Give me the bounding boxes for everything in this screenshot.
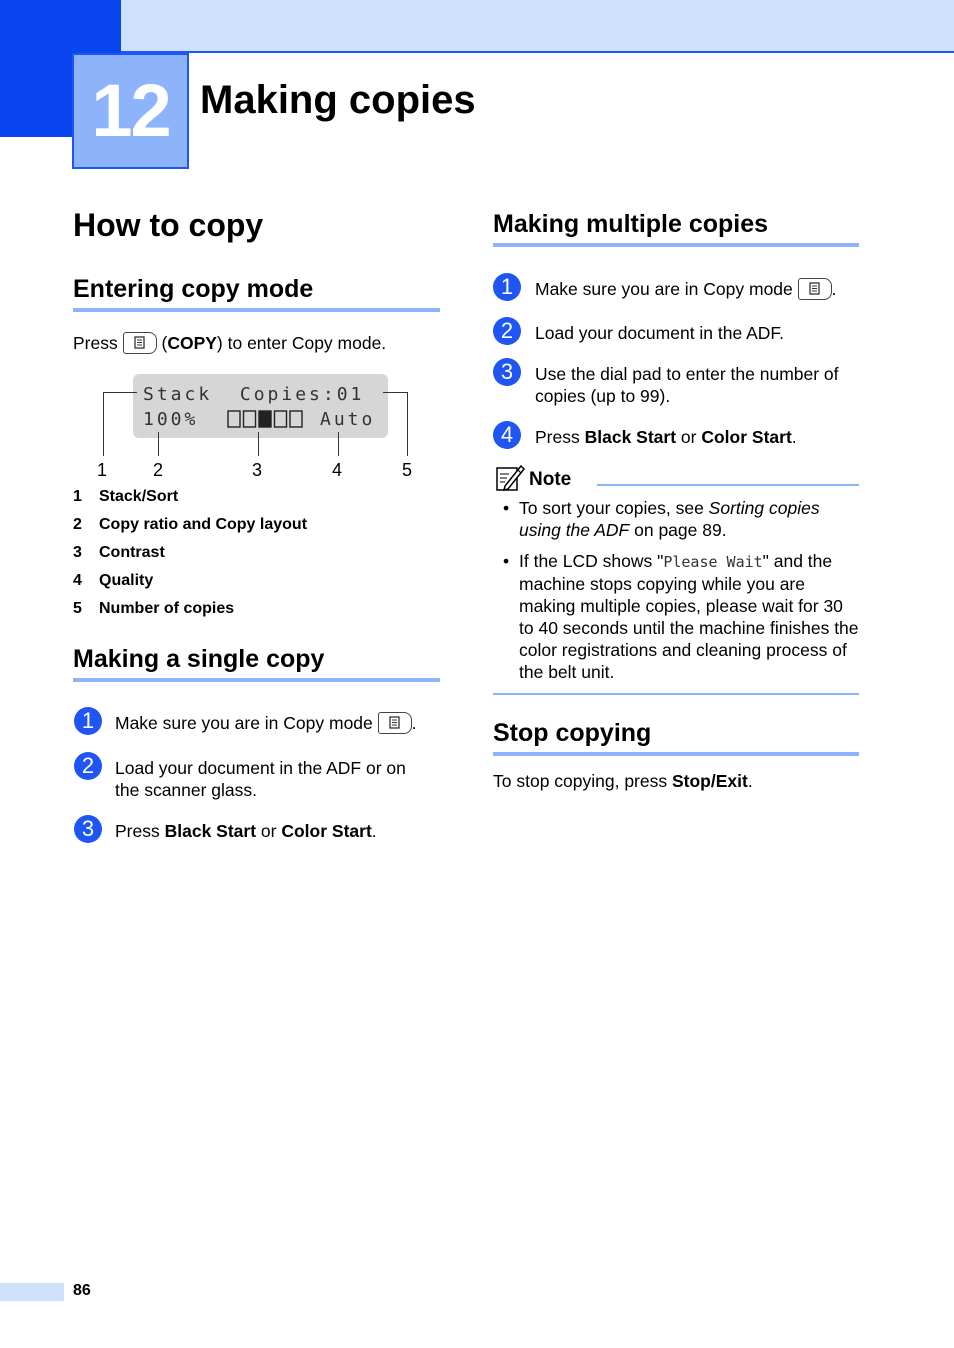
legend-item: 4: [73, 572, 82, 589]
chapter-number: 12: [72, 53, 189, 169]
heading-rule: [493, 752, 859, 756]
copy-key-icon: [378, 712, 412, 734]
lcd-line-1: Stack Copies:01: [143, 384, 365, 405]
step-text: Press Black Start or Color Start.: [535, 427, 797, 447]
note-bottom-rule: [493, 693, 859, 695]
press-label: Press: [73, 333, 118, 353]
callout-line-1h: [103, 392, 137, 393]
step-number: 1: [493, 273, 521, 301]
step-text: Load your document in the ADF or on the scanner glass.: [115, 758, 406, 800]
copy-key-label: COPY: [167, 333, 217, 353]
note-top-rule: [597, 484, 859, 486]
subheading-entering-copy-mode: Entering copy mode: [73, 275, 314, 303]
legend-item: 3: [73, 544, 82, 561]
step-text: Press Black Start or Color Start.: [115, 821, 377, 841]
step-text: Make sure you are in Copy mode .: [535, 279, 837, 299]
paren-open: (: [161, 333, 168, 353]
callout-3: 3: [252, 460, 263, 480]
footer-band: [0, 1283, 64, 1301]
subheading-stop-copying: Stop copying: [493, 719, 652, 747]
note-label: Note: [529, 469, 572, 490]
bullet-marker: •: [503, 551, 510, 571]
callout-5: 5: [402, 460, 413, 480]
step-number: 2: [493, 317, 521, 345]
step-number: 2: [74, 752, 102, 780]
page-number: 86: [73, 1282, 91, 1299]
subheading-single-copy: Making a single copy: [73, 645, 325, 673]
heading-rule: [73, 678, 440, 682]
bullet-marker: •: [503, 498, 510, 518]
contrast-block: [259, 411, 271, 427]
contrast-block: [228, 411, 240, 427]
copy-key-icon: [123, 332, 157, 354]
enter-copy-suffix: ) to enter Copy mode.: [216, 333, 387, 353]
header-band: [0, 0, 954, 53]
chapter-title: Making copies: [200, 78, 476, 122]
contrast-block: [244, 411, 256, 427]
callout-line-5h: [383, 392, 407, 393]
note-pencil-icon: [495, 462, 525, 497]
callout-line-2: [158, 432, 159, 456]
stop-copying-text: To stop copying, press Stop/Exit.: [493, 771, 753, 791]
callout-line-5: [407, 392, 408, 456]
legend-label: Contrast: [99, 544, 165, 561]
subheading-multiple-copies: Making multiple copies: [493, 210, 769, 238]
contrast-block: [275, 411, 287, 427]
step-number: 3: [74, 815, 102, 843]
legend-item: 5: [73, 600, 82, 617]
callout-line-1: [103, 392, 104, 456]
legend-label: Copy ratio and Copy layout: [99, 516, 308, 533]
step-text: Load your document in the ADF.: [535, 323, 785, 343]
step-number: 3: [493, 358, 521, 386]
enter-copy-mode-text: [73, 332, 386, 354]
step-text: Make sure you are in Copy mode .: [115, 713, 417, 733]
callout-4: 4: [332, 460, 343, 480]
legend-label: Quality: [99, 572, 154, 589]
step-text: Use the dial pad to enter the number of copies (up to 99).: [535, 364, 839, 406]
note-bullet-1: To sort your copies, see Sorting copies using the ADF on page 89.: [519, 498, 820, 540]
note-bullet-2: If the LCD shows "Please Wait" and the machine stops copying while you are making multiple copies, please wait for 30 to 40 seconds until the machine finishes the color registrations and cleaning process of the belt unit.: [519, 551, 859, 682]
step-number: 1: [74, 707, 102, 735]
copy-key-icon: [798, 278, 832, 300]
contrast-block: [290, 411, 302, 427]
step-number: 4: [493, 421, 521, 449]
legend-label: Number of copies: [99, 600, 235, 617]
lcd-ratio: 100%: [143, 409, 199, 430]
callout-2: 2: [153, 460, 164, 480]
callout-line-3: [258, 432, 259, 456]
legend-item: 2: [73, 516, 82, 533]
lcd-contrast-bar: [227, 410, 307, 435]
legend-label: Stack/Sort: [99, 488, 179, 505]
callout-line-4: [338, 432, 339, 456]
lcd-quality: Auto: [320, 409, 376, 430]
callout-1: 1: [97, 460, 108, 480]
heading-rule: [73, 308, 440, 312]
heading-rule: [493, 243, 859, 247]
legend-item: 1: [73, 488, 82, 505]
section-heading-how-to-copy: How to copy: [73, 207, 264, 243]
